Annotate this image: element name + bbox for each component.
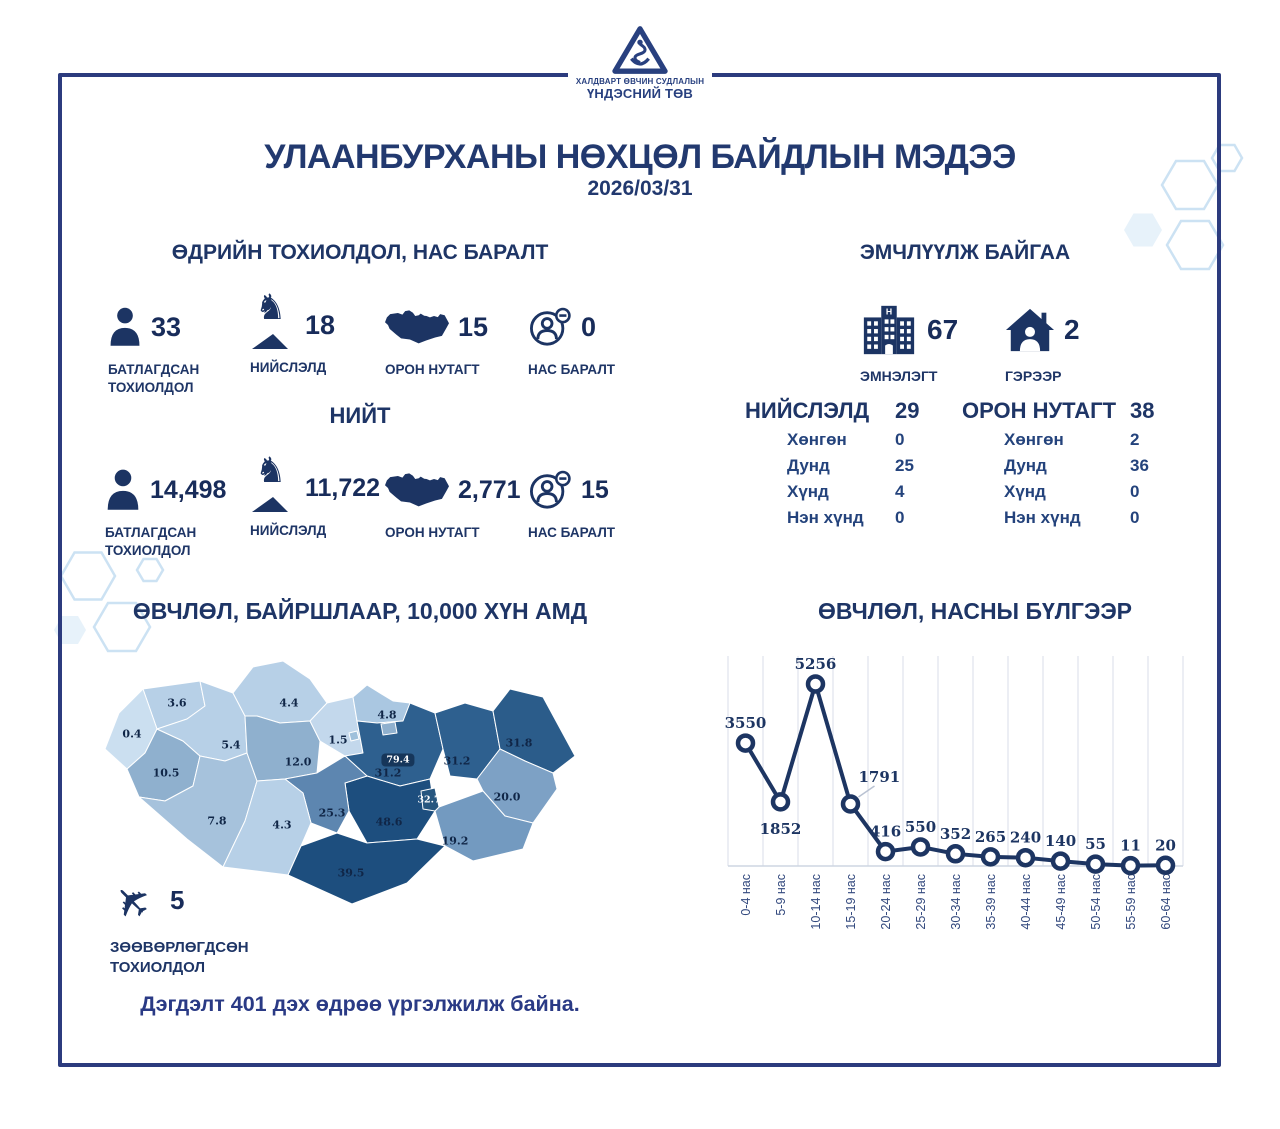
map-region-value: 19.2 xyxy=(441,834,469,848)
table-row: Хөнгөн 0 xyxy=(787,430,905,449)
page-title: УЛААНБУРХАНЫ НӨХЦӨЛ БАЙДЛЫН МЭДЭЭ xyxy=(264,138,1016,176)
treatment-section-title: ЭМЧЛҮҮЛЖ БАЙГАА xyxy=(859,241,1071,264)
chart-point xyxy=(1053,854,1068,869)
table-row: Хүнд 4 xyxy=(787,482,905,501)
map-region-value: 32.7 xyxy=(417,794,441,806)
person-icon xyxy=(105,468,141,512)
chart-x-label: 50-54 нас xyxy=(1089,874,1103,930)
stat-value: 2 xyxy=(1064,314,1080,345)
chart-x-label: 60-64 нас xyxy=(1159,874,1173,930)
chart-point-label: 140 xyxy=(1044,832,1077,851)
map-region-value: 4.3 xyxy=(272,818,292,832)
daily-section-title: ӨДРИЙН ТОХИОЛДОЛ, НАС БАРАЛТ xyxy=(171,241,549,264)
map-region-value: 25.3 xyxy=(318,806,346,820)
logo-org-line1: ХАЛДВАРТ ӨВЧИН СУДЛАЛЫН xyxy=(575,77,705,86)
chart-x-label: 55-59 нас xyxy=(1124,874,1138,930)
chart-x-label: 30-34 нас xyxy=(949,874,963,930)
chart-point xyxy=(843,796,858,811)
map-region-value: 3.6 xyxy=(167,696,187,710)
chart-x-label: 10-14 нас xyxy=(809,874,823,930)
airplane-icon: ✈ xyxy=(101,869,164,932)
chart-x-label: 45-49 нас xyxy=(1054,874,1068,930)
hospital-icon xyxy=(860,303,918,357)
stat-value: 11,722 xyxy=(305,473,381,502)
map-region-value: 39.5 xyxy=(337,866,365,880)
map-region-value: 12.0 xyxy=(284,755,312,769)
map-region-value: 5.4 xyxy=(221,738,241,752)
chart-point-label: 1852 xyxy=(759,819,802,838)
chart-point xyxy=(948,846,963,861)
map-region-value: 31.8 xyxy=(505,736,533,750)
chart-x-label: 20-24 нас xyxy=(879,874,893,930)
horseman-statue-icon: ♞ xyxy=(250,299,296,351)
chart-point-label: 11 xyxy=(1120,836,1141,855)
table-title: НИЙСЛЭЛД xyxy=(745,398,870,423)
stat-value: 0 xyxy=(581,311,597,342)
stat-total-capital xyxy=(250,451,390,540)
transferred-label-line2: ТОХИОЛДОЛ xyxy=(110,958,205,976)
stat-value: 15 xyxy=(581,475,609,504)
chart-point xyxy=(1123,858,1138,873)
chart-point xyxy=(1158,858,1173,873)
report-date: 2026/03/31 xyxy=(587,177,693,200)
chart-point xyxy=(1018,850,1033,865)
map-region-value: 0.4 xyxy=(122,727,142,741)
stat-label: НИЙСЛЭЛД xyxy=(250,360,327,375)
logo-org-line2: ҮНДЭСНИЙ ТӨВ xyxy=(586,86,694,101)
map-region-value: 4.8 xyxy=(377,708,397,722)
stat-value: 14,498 xyxy=(150,475,227,504)
stat-daily-confirmed xyxy=(108,300,246,396)
stat-transferred-cases xyxy=(101,869,290,977)
chart-x-label: 35-39 нас xyxy=(984,874,998,930)
capital-severity-table xyxy=(745,398,945,528)
horseman-statue-icon: ♞ xyxy=(250,462,296,514)
mongolia-map-icon xyxy=(385,473,449,507)
chart-point-label: 416 xyxy=(869,822,902,841)
stat-at-home xyxy=(1005,300,1115,385)
stat-label: БАТЛАГДСАН ТОХИОЛДОЛ xyxy=(105,525,197,558)
stat-total-provinces xyxy=(385,463,530,542)
chart-point xyxy=(878,844,893,859)
age-chart-title: ӨВЧЛӨЛ, НАСНЫ БҮЛГЭЭР xyxy=(817,598,1133,624)
chart-point xyxy=(808,677,823,692)
stat-label: НАС БАРАЛТ xyxy=(528,525,616,540)
chart-point-label: 265 xyxy=(974,827,1007,846)
mongolia-map-icon xyxy=(385,310,449,344)
chart-point-label: 550 xyxy=(904,817,937,836)
chart-x-label: 15-19 нас xyxy=(844,874,858,930)
stat-label: ЭМНЭЛЭГТ xyxy=(860,368,938,384)
chart-point-label: 352 xyxy=(939,824,972,843)
map-region-value: 10.5 xyxy=(152,766,180,780)
table-title: ОРОН НУТАГТ xyxy=(962,398,1117,423)
death-icon xyxy=(528,470,572,510)
stat-value: 33 xyxy=(151,311,182,342)
chart-point-label: 1791 xyxy=(858,767,901,786)
map-section-title: ӨВЧЛӨЛ, БАЙРШЛААР, 10,000 ХҮН АМД xyxy=(132,598,588,624)
map-region-value: 31.2 xyxy=(443,754,471,768)
map-region-value: 1.5 xyxy=(328,733,348,747)
provinces-severity-table xyxy=(962,398,1180,528)
stat-daily-deaths xyxy=(528,300,648,379)
table-row: Хүнд 0 xyxy=(1004,482,1140,501)
chart-point xyxy=(1088,857,1103,872)
svg-text:H: H xyxy=(885,306,893,317)
stat-value: 2,771 xyxy=(458,475,521,504)
death-icon xyxy=(528,307,572,347)
map-region-value: 20.0 xyxy=(493,790,521,804)
ncid-triangle-snake-logo-icon xyxy=(611,24,669,76)
map-region-value: 48.6 xyxy=(375,815,403,829)
chart-point xyxy=(983,849,998,864)
total-section-title: НИЙТ xyxy=(329,403,391,428)
chart-x-label: 40-44 нас xyxy=(1019,874,1033,930)
chart-x-label: 25-29 нас xyxy=(914,874,928,930)
outbreak-duration-note: Дэгдэлт 401 дэх өдрөө үргэлжилж байна. xyxy=(140,992,580,1016)
table-total: 29 xyxy=(895,398,920,423)
stat-value: 5 xyxy=(170,884,185,915)
table-row: Дунд 25 xyxy=(787,456,914,475)
stat-value: 67 xyxy=(927,314,959,345)
age-group-line-chart xyxy=(720,648,1198,980)
house-icon xyxy=(1005,307,1055,353)
stat-daily-capital xyxy=(250,288,380,377)
chart-point-label: 55 xyxy=(1085,835,1106,854)
stat-in-hospital xyxy=(860,300,980,385)
stat-label: БАТЛАГДСАН ТОХИОЛДОЛ xyxy=(108,362,200,395)
organization-logo xyxy=(568,24,712,136)
stat-value: 15 xyxy=(458,311,489,342)
table-row: Нэн хүнд 0 xyxy=(787,508,905,527)
stat-label: ГЭРЭЭР xyxy=(1005,368,1062,384)
map-region-value: 7.8 xyxy=(207,814,227,828)
chart-x-label: 5-9 нас xyxy=(774,874,788,916)
map-region-value: 4.4 xyxy=(279,696,299,710)
stat-total-deaths xyxy=(528,463,648,542)
chart-point xyxy=(913,839,928,854)
transferred-label-line1: ЗӨӨВӨРЛӨГДСӨН xyxy=(110,939,249,956)
table-row: Нэн хүнд 0 xyxy=(1004,508,1140,527)
table-total: 38 xyxy=(1130,398,1155,423)
chart-x-label: 0-4 нас xyxy=(739,874,753,916)
chart-point-label: 5256 xyxy=(794,655,837,673)
stat-label: ОРОН НУТАГТ xyxy=(385,525,480,540)
mongolia-choropleth-map xyxy=(105,661,575,908)
stat-daily-provinces xyxy=(385,300,530,379)
stat-label: ОРОН НУТАГТ xyxy=(385,362,480,377)
map-region-labels xyxy=(105,661,575,908)
person-icon xyxy=(108,306,142,348)
stat-label: НИЙСЛЭЛД xyxy=(250,523,327,538)
table-row: Хөнгөн 2 xyxy=(1004,430,1140,449)
stat-value: 18 xyxy=(305,309,336,340)
chart-point-label: 3550 xyxy=(724,714,767,733)
stat-label: НАС БАРАЛТ xyxy=(528,362,616,377)
chart-point xyxy=(773,794,788,809)
chart-point xyxy=(738,736,753,751)
map-region-value: 31.2 xyxy=(374,766,402,780)
chart-point-label: 240 xyxy=(1009,828,1042,847)
map-region-value: 79.4 xyxy=(381,754,414,767)
table-row: Дунд 36 xyxy=(1004,456,1149,475)
chart-point-label: 20 xyxy=(1155,836,1176,855)
stat-total-confirmed xyxy=(105,463,255,559)
